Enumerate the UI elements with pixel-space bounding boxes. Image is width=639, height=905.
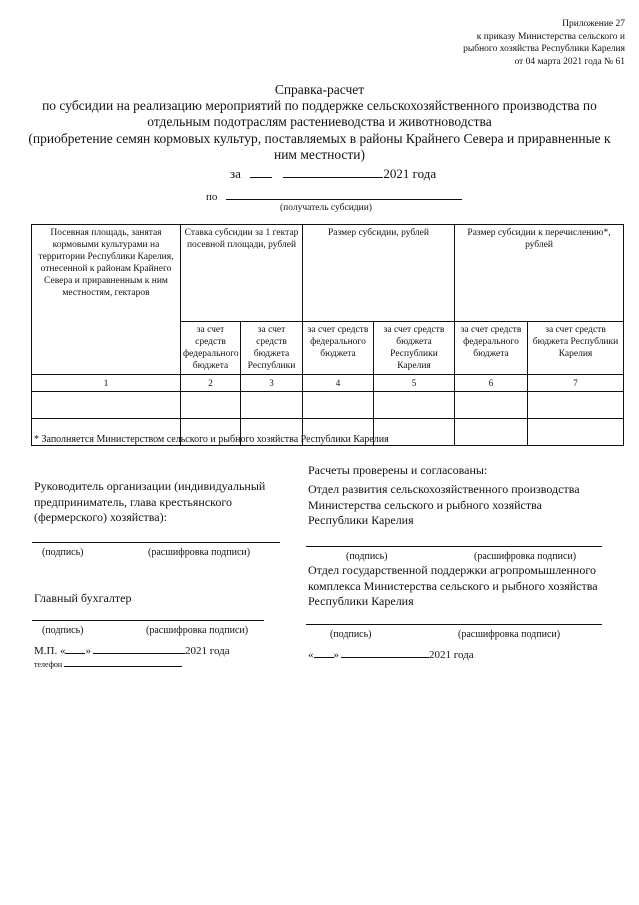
header-area: Посевная площадь, занятая кормовыми культурами на территории Республики Карелия, отнесенной к районам Крайнего Севера и приравненным к ним местностям, гектаров xyxy=(32,225,181,375)
date-day-field[interactable] xyxy=(314,645,334,658)
sign-caption: (подпись) xyxy=(346,551,388,562)
column-number: 1 xyxy=(32,375,181,392)
decode-caption: (расшифровка подписи) xyxy=(474,551,577,562)
recipient-prefix: по xyxy=(206,191,218,203)
dept1-signature-field[interactable] xyxy=(306,546,602,547)
appendix-line: от 04 марта 2021 года № 61 xyxy=(514,56,625,67)
accountant-label: Главный бухгалтер xyxy=(34,591,132,605)
table-cell[interactable] xyxy=(528,419,624,446)
mp-prefix: М.П. « xyxy=(34,645,66,657)
column-number: 4 xyxy=(303,375,374,392)
dept2-line: Отдел государственной поддержки агропромышленного xyxy=(308,563,596,577)
dept1-block xyxy=(308,482,580,529)
right-date-line xyxy=(308,645,474,661)
mp-year: 2021 года xyxy=(184,645,230,657)
dept1-line: Министерства сельского и рыбного хозяйства xyxy=(308,497,542,512)
title-line: (приобретение семян кормовых культур, поставляемых в районы Крайнего Севера и приравненные к xyxy=(28,131,611,146)
period-prefix: за xyxy=(230,166,241,181)
date-quote: » xyxy=(85,645,91,657)
subheader-federal: за счет средств федерального бюджета xyxy=(303,322,374,375)
table-cell[interactable] xyxy=(455,419,528,446)
header-subsidy: Размер субсидии, рублей xyxy=(303,225,455,322)
dept2-signature-field[interactable] xyxy=(306,624,602,625)
head-block xyxy=(34,479,265,526)
period-day-field[interactable] xyxy=(250,165,272,178)
dept2-line: комплекса Министерства сельского и рыбного хозяйства xyxy=(308,578,598,593)
head-line: Руководитель организации (индивидуальный xyxy=(34,479,266,493)
decode-caption: (расшифровка подписи) xyxy=(146,625,249,636)
table-cell[interactable] xyxy=(303,392,374,419)
subheader-republic: за счет средств бюджета Республики xyxy=(241,322,303,375)
recipient-field[interactable] xyxy=(226,187,462,200)
dept1-line: Отдел развития сельскохозяйственного производства xyxy=(308,482,580,496)
phone-field[interactable] xyxy=(64,658,182,667)
dept2-block xyxy=(308,563,598,610)
period-year: 2021 года xyxy=(383,166,437,181)
date-month-field[interactable] xyxy=(341,645,429,658)
date-quote: « xyxy=(308,649,314,661)
appendix-line: рыбного хозяйства Республики Карелия xyxy=(463,44,625,54)
title-line: ним местности) xyxy=(273,147,366,162)
phone-line xyxy=(34,658,182,669)
calculation-table xyxy=(31,224,624,446)
date-quote: » xyxy=(333,649,339,661)
head-signature-field[interactable] xyxy=(32,542,280,543)
head-line: (фермерского) хозяйства): xyxy=(34,510,167,524)
document-title: Справка-расчет xyxy=(274,82,365,97)
mp-date-line xyxy=(34,641,230,657)
appendix-line: Приложение 27 xyxy=(562,19,625,29)
accountant-signature-field[interactable] xyxy=(32,620,264,621)
title-line: по субсидии на реализацию мероприятий по поддержке сельскохозяйственного производства по xyxy=(42,98,597,113)
table-cell[interactable] xyxy=(181,392,241,419)
appendix-line: к приказу Министерства сельского и xyxy=(476,31,625,42)
recipient-line xyxy=(206,187,462,203)
subheader-federal: за счет средств федерального бюджета xyxy=(181,322,241,375)
mp-day-field[interactable] xyxy=(65,641,85,654)
decode-caption: (расшифровка подписи) xyxy=(458,629,561,640)
title-line: отдельным подотраслям растениеводства и животноводства xyxy=(147,114,492,129)
footnote: * Заполняется Министерством сельского и рыбного хозяйства Республики Карелия xyxy=(34,434,389,445)
column-number: 6 xyxy=(455,375,528,392)
mp-month-field[interactable] xyxy=(93,641,185,654)
dept1-line: Республики Карелия xyxy=(308,513,414,527)
sign-caption: (подпись) xyxy=(42,625,84,636)
subheader-federal: за счет средств федерального бюджета xyxy=(455,322,528,375)
date-year: 2021 года xyxy=(429,649,474,661)
table-cell[interactable] xyxy=(374,392,455,419)
column-number: 5 xyxy=(374,375,455,392)
dept2-line: Республики Карелия xyxy=(308,594,414,608)
table-cell[interactable] xyxy=(241,392,303,419)
table-cell[interactable] xyxy=(455,392,528,419)
subheader-republic: за счет средств бюджета Республики Карелия xyxy=(528,322,624,375)
head-line: предприниматель, глава крестьянского xyxy=(34,494,233,509)
column-number: 7 xyxy=(528,375,624,392)
column-number: 3 xyxy=(241,375,303,392)
appendix-block xyxy=(385,18,625,68)
table-cell[interactable] xyxy=(528,392,624,419)
sign-caption: (подпись) xyxy=(330,629,372,640)
subheader-republic: за счет средств бюджета Республики Карелия xyxy=(374,322,455,375)
checked-label: Расчеты проверены и согласованы: xyxy=(308,463,488,477)
header-rate: Ставка субсидии за 1 гектар посевной площади, рублей xyxy=(181,225,303,322)
period-line xyxy=(230,165,436,182)
decode-caption: (расшифровка подписи) xyxy=(148,547,251,558)
recipient-caption: (получатель субсидии) xyxy=(280,203,372,213)
header-transfer: Размер субсидии к перечислению*, рублей xyxy=(455,225,624,322)
period-month-field[interactable] xyxy=(283,165,383,178)
table-cell[interactable] xyxy=(32,392,181,419)
column-number: 2 xyxy=(181,375,241,392)
phone-label: телефон xyxy=(34,660,63,669)
sign-caption: (подпись) xyxy=(42,547,84,558)
